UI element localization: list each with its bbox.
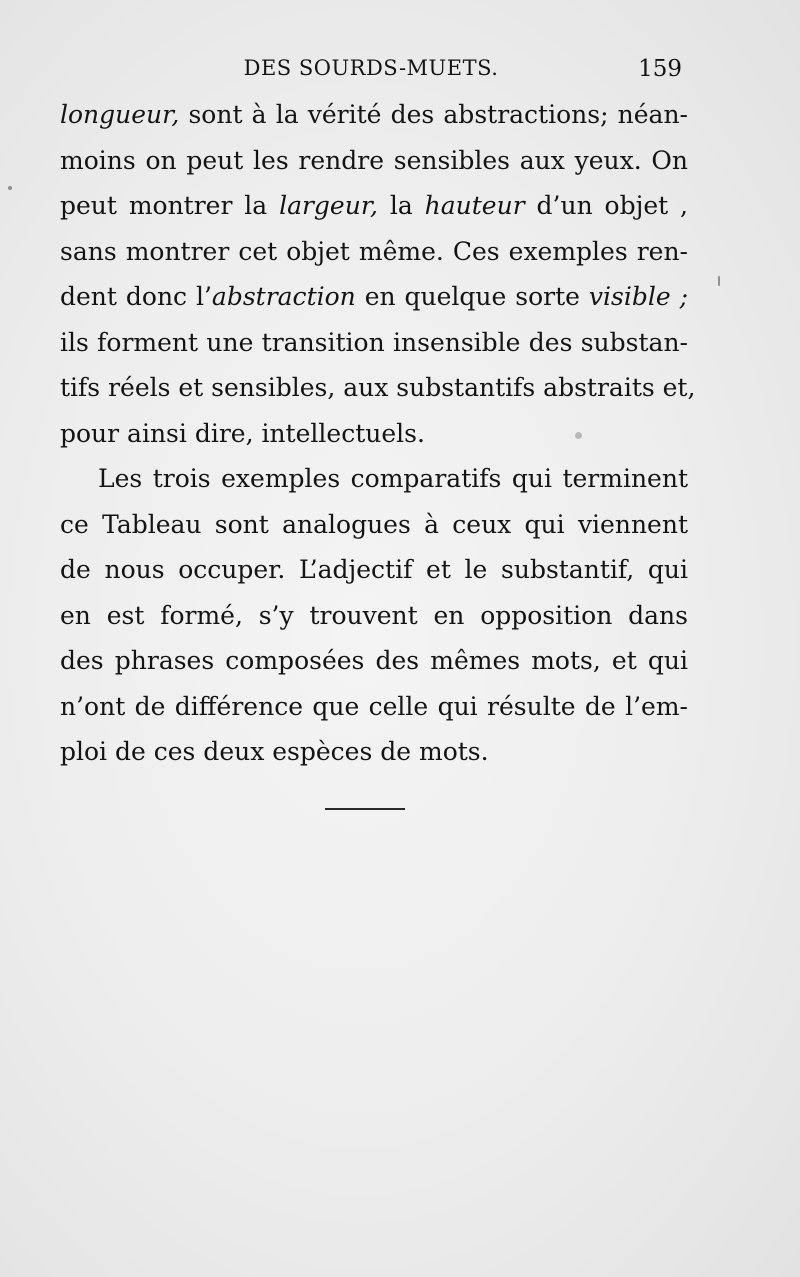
- text-span: d’un objet ,: [524, 191, 689, 220]
- italic-word: hauteur: [424, 191, 525, 220]
- text-line: en est formé, s’y trouvent en opposition dans: [60, 600, 688, 630]
- text-line: ils forment une transition insensible des substan-: [60, 327, 688, 357]
- running-head: [60, 56, 682, 86]
- running-title: DES SOURDS-MUETS.: [243, 56, 499, 80]
- text-line: de nous occuper. L’adjectif et le substantif, qui: [60, 555, 688, 584]
- section-end-rule: [325, 808, 405, 810]
- text-line: ploi de ces deux espèces de mots.: [60, 737, 489, 766]
- text-line: pour ainsi dire, intellectuels.: [60, 418, 425, 448]
- paper-speck: [718, 276, 720, 286]
- italic-word: largeur,: [279, 191, 378, 220]
- text-line: tifs réels et sensibles, aux substantifs abstraits et,: [60, 373, 696, 402]
- paper-speck: [8, 186, 12, 190]
- text-line: [60, 274, 688, 320]
- text-line: sans montrer cet objet même. Ces exemples ren-: [60, 236, 688, 266]
- text-line: [60, 92, 688, 138]
- text-span: sont à la vérité des abstractions; néan-: [179, 100, 688, 129]
- text-span: en quelque sorte: [355, 282, 589, 311]
- text-span: la: [377, 191, 425, 220]
- italic-word: longueur,: [60, 100, 180, 129]
- text-span: dent donc l’: [60, 282, 212, 311]
- text-line: des phrases composées des mêmes mots, et qui: [60, 646, 688, 675]
- text-line: [60, 183, 688, 229]
- text-span: peut montrer la: [60, 191, 280, 220]
- italic-word: abstraction: [211, 282, 356, 311]
- text-line: ce Tableau sont analogues à ceux qui viennent: [60, 509, 688, 539]
- paper-speck: [575, 432, 582, 439]
- page-number: 159: [638, 56, 682, 82]
- italic-word: visible ;: [588, 282, 688, 311]
- paragraph-2: [60, 456, 688, 775]
- text-line: Les trois exemples comparatifs qui terminent: [98, 464, 688, 493]
- text-line: n’ont de différence que celle qui résulte de l’em-: [60, 691, 688, 721]
- body-text: [60, 92, 696, 775]
- text-line: moins on peut les rendre sensibles aux yeux. On: [60, 145, 688, 175]
- paragraph-1: [60, 92, 696, 456]
